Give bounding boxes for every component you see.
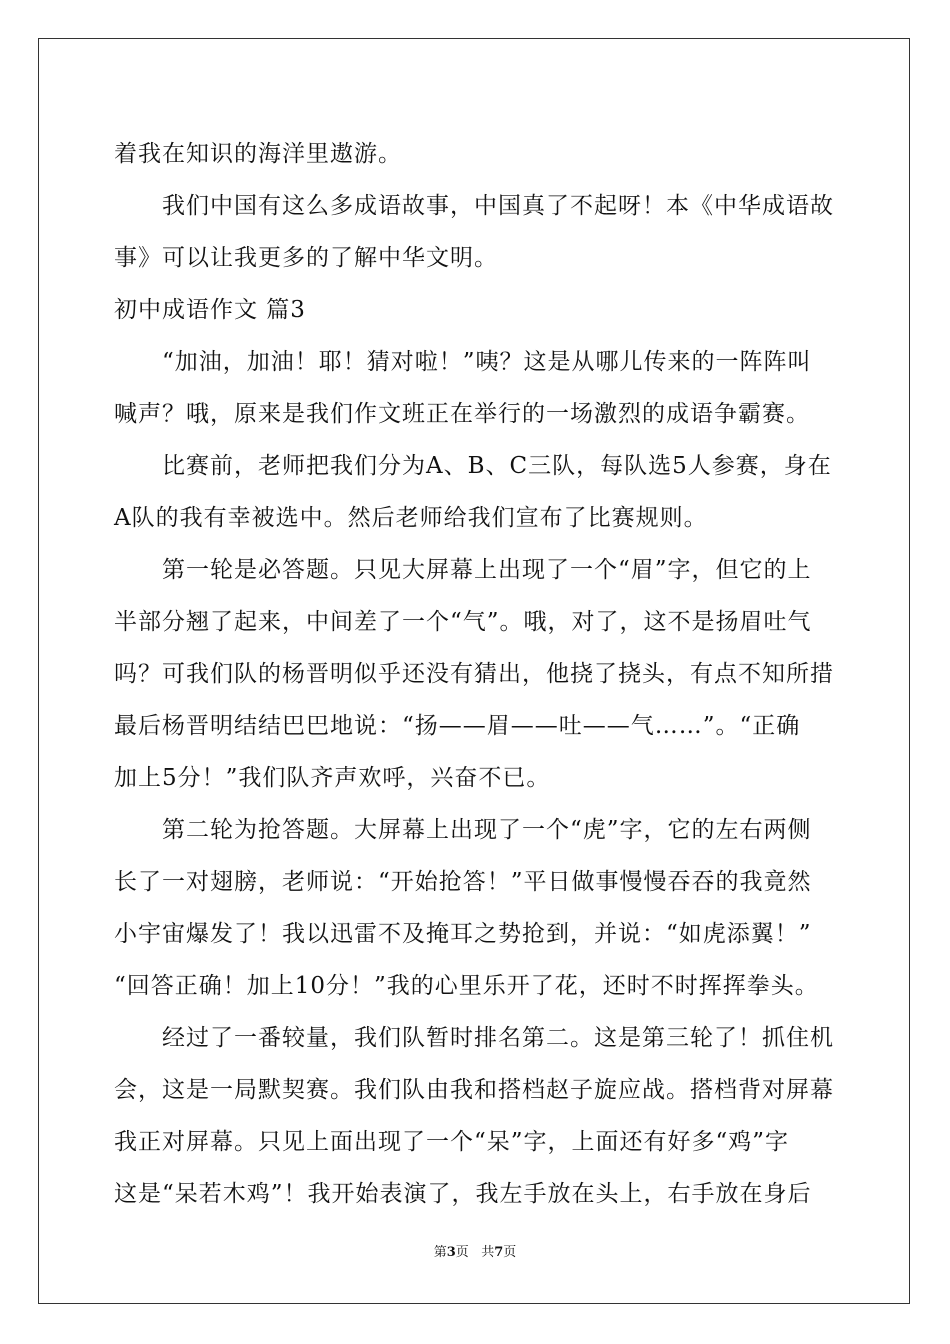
page-suffix: 页: [455, 1245, 469, 1260]
text-line-17: “回答正确！加上10分！”我的心里乐开了花，还时不时挥挥拳头。: [114, 973, 819, 999]
page-footer: [0, 1243, 950, 1263]
text-line-8: A队的我有幸被选中。然后老师给我们宣布了比赛规则。: [114, 505, 708, 531]
text-line-15: 长了一对翅膀，老师说：“开始抢答！”平日做事慢慢吞吞的我竟然: [114, 869, 812, 895]
text-line-7: 比赛前，老师把我们分为A、B、C三队，每队选5人参赛，身在: [162, 453, 832, 479]
text-line-18: 经过了一番较量，我们队暂时排名第二。这是第三轮了！抓住机: [162, 1025, 834, 1051]
page-number: 3: [446, 1245, 456, 1260]
page-prefix: 第: [433, 1245, 447, 1260]
text-line-21: 这是“呆若木鸡”！我开始表演了，我左手放在头上，右手放在身后: [114, 1181, 812, 1207]
text-line-13: 加上5分！”我们队齐声欢呼，兴奋不已。: [114, 765, 551, 791]
total-prefix: 共: [481, 1245, 495, 1260]
text-line-20: 我正对屏幕。只见上面出现了一个“呆”字，上面还有好多“鸡”字: [114, 1129, 790, 1155]
text-line-2: 我们中国有这么多成语故事，中国真了不起呀！本《中华成语故: [162, 193, 834, 219]
document-body: [114, 128, 838, 1220]
text-line-16: 小宇宙爆发了！我以迅雷不及掩耳之势抢到，并说：“如虎添翼！”: [114, 921, 812, 947]
total-suffix: 页: [503, 1245, 517, 1260]
section-heading: 初中成语作文 篇3: [114, 297, 306, 323]
text-line-11: 吗？可我们队的杨晋明似乎还没有猜出，他挠了挠头，有点不知所措: [114, 661, 834, 687]
text-line-14: 第二轮为抢答题。大屏幕上出现了一个“虎”字，它的左右两侧: [162, 817, 812, 843]
text-line-12: 最后杨晋明结结巴巴地说：“扬——眉——吐——气……”。“正确: [114, 713, 801, 739]
text-line-19: 会，这是一局默契赛。我们队由我和搭档赵子旋应战。搭档背对屏幕: [114, 1077, 834, 1103]
total-pages: 7: [494, 1245, 504, 1260]
text-line-5: “加油，加油！耶！猜对啦！”咦？这是从哪儿传来的一阵阵叫: [162, 349, 812, 375]
text-line-1: 着我在知识的海洋里遨游。: [114, 141, 402, 167]
text-line-9: 第一轮是必答题。只见大屏幕上出现了一个“眉”字，但它的上: [162, 557, 812, 583]
text-line-10: 半部分翘了起来，中间差了一个“气”。哦，对了，这不是扬眉吐气: [114, 609, 812, 635]
text-line-3: 事》可以让我更多的了解中华文明。: [114, 245, 498, 271]
text-line-6: 喊声？哦，原来是我们作文班正在举行的一场激烈的成语争霸赛。: [114, 401, 810, 427]
